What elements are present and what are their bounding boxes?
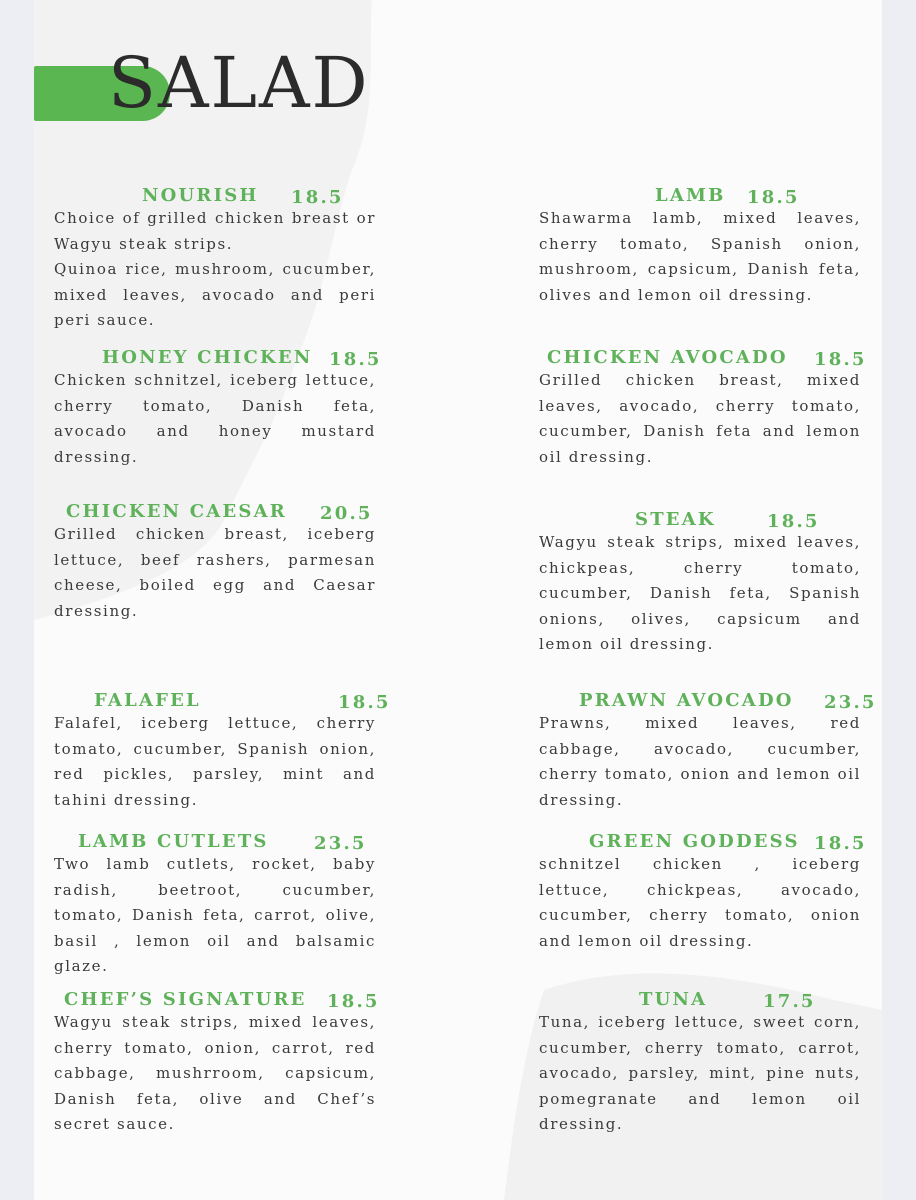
menu-item-price: 18.5 [329,349,382,370]
menu-item [54,830,376,980]
menu-item-description: Falafel, iceberg lettuce, cherry tomato, cucumber, Spanish onion, red pickles, parsley, mint and tahini dressing. [54,714,376,809]
menu-item-price: 17.5 [763,991,816,1012]
menu-item-name: TUNA [639,989,708,1010]
menu-item [54,346,382,470]
menu-item [539,508,861,658]
menu-item-description: Grilled chicken breast, iceberg lettuce, beef rashers, parmesan cheese, boiled egg and Caesar dressing. [54,525,376,620]
menu-item-name: NOURISH [142,185,259,206]
menu-item-name: PRAWN AVOCADO [579,690,794,711]
menu-item [539,184,861,308]
menu-item-name: HONEY CHICKEN [102,347,313,368]
menu-item-price: 18.5 [814,349,867,370]
menu-item-price: 18.5 [327,991,380,1012]
menu-item-price: 18.5 [338,692,391,713]
menu-item-heading [539,689,877,713]
menu-item [54,689,391,813]
menu-item-description: Tuna, iceberg lettuce, sweet corn, cucumber, cherry tomato, carrot, avocado, parsley, mint, pine nuts, pomegranate and lemon oil dressing. [539,1013,861,1134]
menu-item [54,184,376,334]
menu-item [539,830,867,954]
menu-item [539,988,861,1138]
menu-item-name: LAMB CUTLETS [78,831,269,852]
menu-item-description: Shawarma lamb, mixed leaves, cherry tomato, Spanish onion, mushroom, capsicum, Danish feta, olives and lemon oil dressing. [539,209,861,304]
menu-item-name: STEAK [635,509,716,530]
menu-item-name: CHICKEN AVOCADO [547,347,788,368]
menu-item-heading [54,500,376,522]
menu-item-description: Choice of grilled chicken breast or Wagyu steak strips. Quinoa rice, mushroom, cucumber, mixed leaves, avocado and peri peri sauce. [54,209,376,330]
menu-item-heading [539,830,867,854]
menu-item-heading [54,184,376,206]
menu-item-description: schnitzel chicken , iceberg lettuce, chickpeas, avocado, cucumber, cherry tomato, onion and lemon oil dressing. [539,855,861,950]
menu-item-name: CHEF’S SIGNATURE [64,989,307,1010]
menu-item-description: Grilled chicken breast, mixed leaves, avocado, cherry tomato, cucumber, Danish feta and lemon oil dressing. [539,371,861,466]
menu-item-name: LAMB [655,185,726,206]
menu-item-description: Wagyu steak strips, mixed leaves, chickpeas, cherry tomato, cucumber, Danish feta, Spanish onions, olives, capsicum and lemon oil dressing. [539,533,861,654]
menu-item-heading [539,184,861,206]
menu-item-price: 20.5 [320,503,373,524]
menu-item-heading [54,346,382,370]
menu-item-price: 23.5 [824,692,877,713]
menu-item-price: 23.5 [314,833,367,854]
menu-item-heading [54,830,376,852]
menu-page [34,0,882,1200]
menu-item-price: 18.5 [747,187,800,208]
menu-item-description: Prawns, mixed leaves, red cabbage, avocado, cucumber, cherry tomato, onion and lemon oil dressing. [539,714,861,809]
menu-item-price: 18.5 [767,511,820,532]
menu-item-heading [539,346,867,370]
menu-item-price: 18.5 [291,187,344,208]
menu-item [54,988,380,1138]
menu-item-heading [539,508,861,530]
menu-item [539,689,877,813]
menu-item-name: CHICKEN CAESAR [66,501,287,522]
menu-item-heading [539,988,861,1010]
menu-item-description: Chicken schnitzel, iceberg lettuce, cherry tomato, Danish feta, avocado and honey mustard dressing. [54,371,376,466]
menu-item-heading [54,988,380,1012]
menu-item-name: GREEN GODDESS [589,831,800,852]
menu-item [54,500,376,624]
menu-title: SALAD [108,42,370,124]
menu-item-description: Two lamb cutlets, rocket, baby radish, beetroot, cucumber, tomato, Danish feta, carrot, olive, basil , lemon oil and balsamic glaze. [54,855,376,976]
menu-item-price: 18.5 [814,833,867,854]
menu-item [539,346,867,470]
menu-item-heading [54,689,391,713]
menu-item-description: Wagyu steak strips, mixed leaves, cherry tomato, onion, carrot, red cabbage, mushrroom, capsicum, Danish feta, olive and Chef’s secret sauce. [54,1013,376,1134]
menu-item-name: FALAFEL [94,690,201,711]
